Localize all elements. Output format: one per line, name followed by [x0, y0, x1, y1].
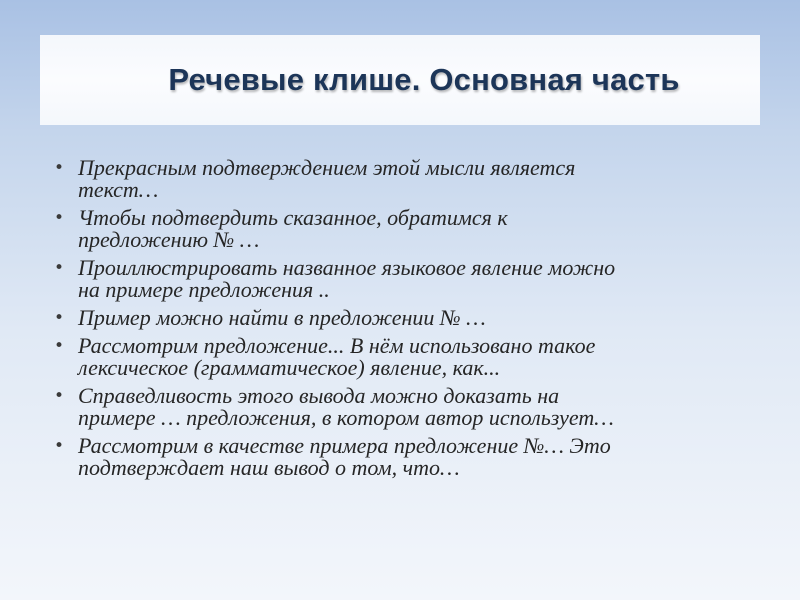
bullet-line: Справедливость этого вывода можно доказать на: [78, 383, 560, 408]
bullet-icon: •: [54, 158, 65, 178]
bullet-line: Рассмотрим в качестве примера предложение №… Это: [78, 433, 611, 458]
bullet-icon: •: [54, 258, 65, 278]
bullet-icon: •: [54, 386, 65, 406]
bullet-item: [54, 435, 754, 479]
slide-title: Речевые клише. Основная часть: [168, 62, 680, 97]
bullet-item: [54, 385, 754, 429]
bullet-line: Прекрасным подтверждением этой мысли является: [78, 155, 576, 180]
bullet-line: предложению № …: [78, 227, 260, 252]
bullet-line: Рассмотрим предложение... В нём использовано такое: [78, 333, 596, 358]
bullet-icon: •: [54, 208, 65, 228]
bullet-line: примере … предложения, в котором автор использует…: [78, 405, 614, 430]
bullet-line: лексическое (грамматическое) явление, как...: [78, 355, 501, 380]
bullet-item: [54, 207, 754, 251]
bullet-list: [54, 157, 754, 479]
bullet-icon: •: [54, 308, 65, 328]
bullet-icon: •: [54, 436, 65, 456]
bullet-line: Чтобы подтвердить сказанное, обратимся к: [78, 205, 508, 230]
title-box: [40, 35, 760, 125]
bullet-line: подтверждает наш вывод о том, что…: [78, 455, 460, 480]
bullet-item: [54, 307, 754, 329]
bullet-line: Проиллюстрировать названное языковое явление можно: [78, 255, 616, 280]
slide-content: [54, 157, 754, 485]
bullet-line: текст…: [78, 177, 159, 202]
bullet-icon: •: [54, 336, 65, 356]
bullet-item: [54, 157, 754, 201]
bullet-item: [54, 257, 754, 301]
bullet-line: на примере предложения ..: [78, 277, 330, 302]
bullet-item: [54, 335, 754, 379]
bullet-line: Пример можно найти в предложении № …: [78, 305, 486, 330]
